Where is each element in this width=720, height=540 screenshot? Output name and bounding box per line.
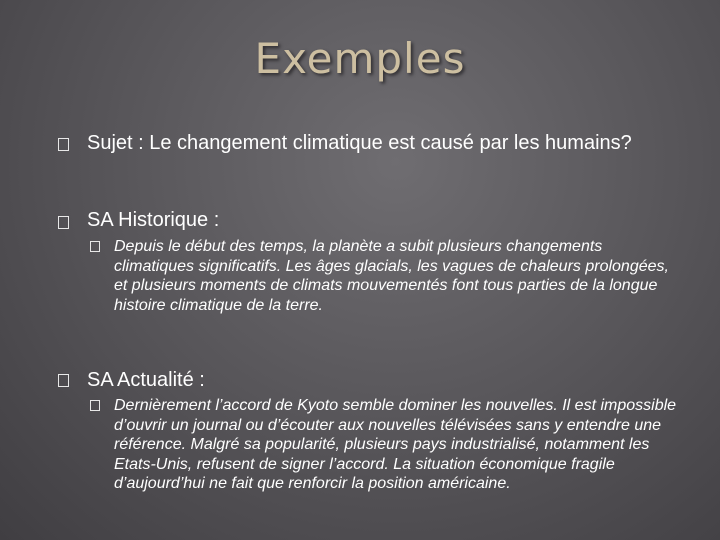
bullet-item-history: SA Historique : [87,209,220,231]
sub-bullet-history-text: Depuis le début des temps, la planète a subit plusieurs changements climatiques significatifs. Les âges glacials, les vagues de chaleurs prolongées, et plusieurs moments de climats mouvementés font tous parties de la longue histoire climatique de la terre. [114,238,669,314]
bullet-item-topic: Sujet : Le changement climatique est causé par les humains? [87,132,632,154]
sub-bullet-box-icon [90,400,100,411]
slide-title: Exemples [254,34,466,83]
bullet-box-icon [58,374,69,387]
bullet-item-current: SA Actualité : [87,369,205,391]
sub-bullet-current-text: Dernièrement l’accord de Kyoto semble dominer les nouvelles. Il est impossible d’ouvrir un journal ou d’écouter aux nouvelles télévisées sans y entendre une référence. Malgré sa popularité, plusieurs pays industrialisé, notamment les Etats-Unis, refusent de signer l’accord. La situation économique fragile d’aujourd’hui ne fait que renforcir la position américaine. [114,397,677,492]
sub-bullet-box-icon [90,241,100,252]
bullet-box-icon [58,138,69,151]
bullet-box-icon [58,216,69,229]
